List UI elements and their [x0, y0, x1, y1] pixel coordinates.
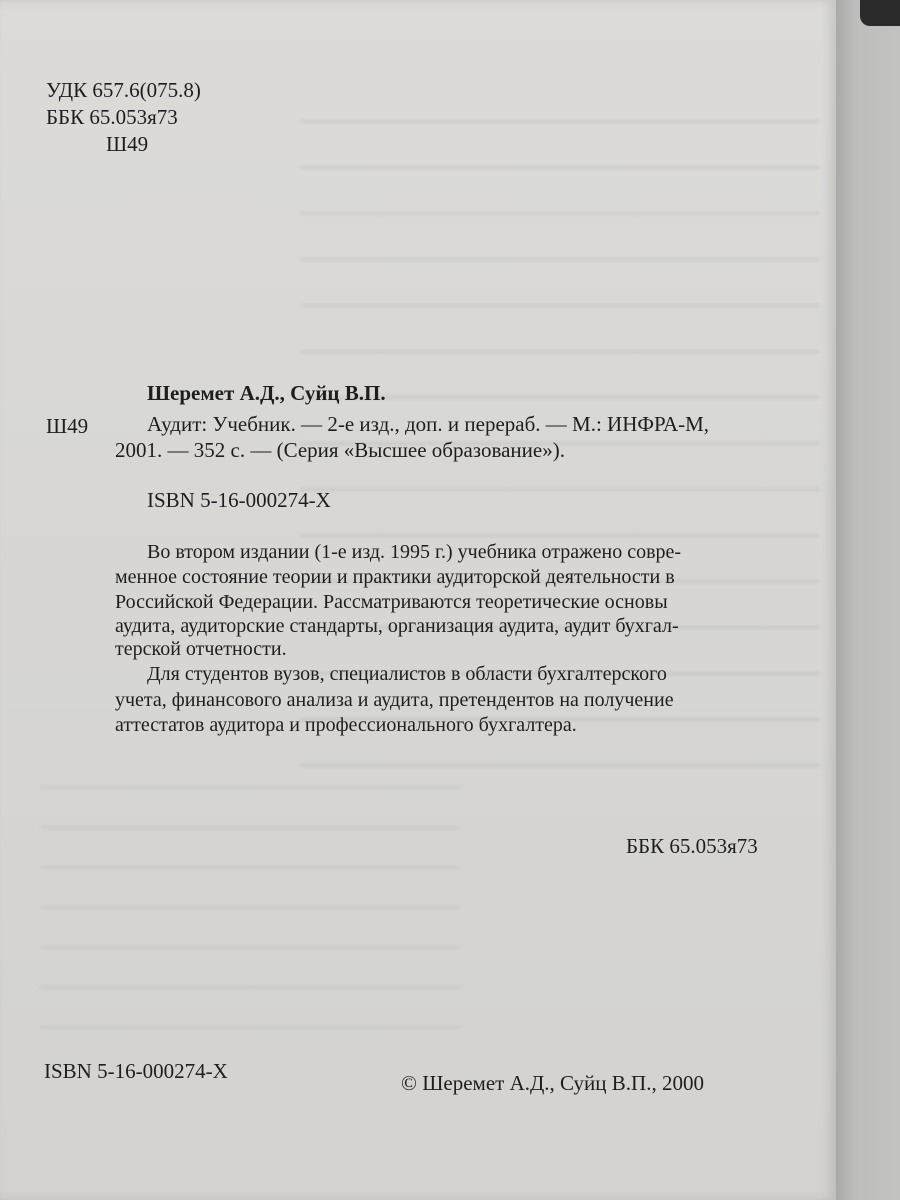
authors-heading: Шеремет А.Д., Суйц В.П.	[147, 381, 386, 405]
annotation-line: Во втором издании (1-е изд. 1995 г.) учебника отражено совре-	[147, 541, 682, 563]
annotation-line: терской отчетности.	[115, 638, 287, 660]
isbn-footer: ISBN 5-16-000274-X	[44, 1059, 228, 1083]
annotation-line: Для студентов вузов, специалистов в области бухгалтерского	[147, 663, 667, 685]
annotation-line: учета, финансового анализа и аудита, претендентов на получение	[115, 689, 674, 711]
author-mark: Ш49	[106, 132, 149, 156]
annotation-line: аттестатов аудитора и профессионального бухгалтера.	[115, 714, 577, 736]
copyright-line: © Шеремет А.Д., Суйц В.П., 2000	[401, 1071, 704, 1095]
bbk-code: ББК 65.053я73	[46, 105, 178, 129]
udk-code: УДК 657.6(075.8)	[46, 78, 201, 102]
bleed-through-text-lower	[40, 760, 460, 1060]
annotation-line: менное состояние теории и практики аудиторской деятельности в	[115, 566, 675, 588]
record-line-2: 2001. — 352 с. — (Серия «Высшее образование»).	[115, 438, 565, 462]
annotation-line: аудита, аудиторские стандарты, организация аудита, аудит бухгал-	[115, 615, 679, 637]
side-author-mark: Ш49	[46, 414, 89, 438]
adjacent-page-edge	[836, 0, 900, 1200]
annotation-line: Российской Федерации. Рассматриваются теоретические основы	[115, 591, 668, 613]
dark-corner-background	[860, 0, 900, 26]
bbk-footer: ББК 65.053я73	[626, 834, 758, 858]
isbn-record: ISBN 5-16-000274-X	[147, 488, 331, 512]
record-line-1: Аудит: Учебник. — 2-е изд., доп. и перераб. — М.: ИНФРА-М,	[147, 412, 710, 436]
